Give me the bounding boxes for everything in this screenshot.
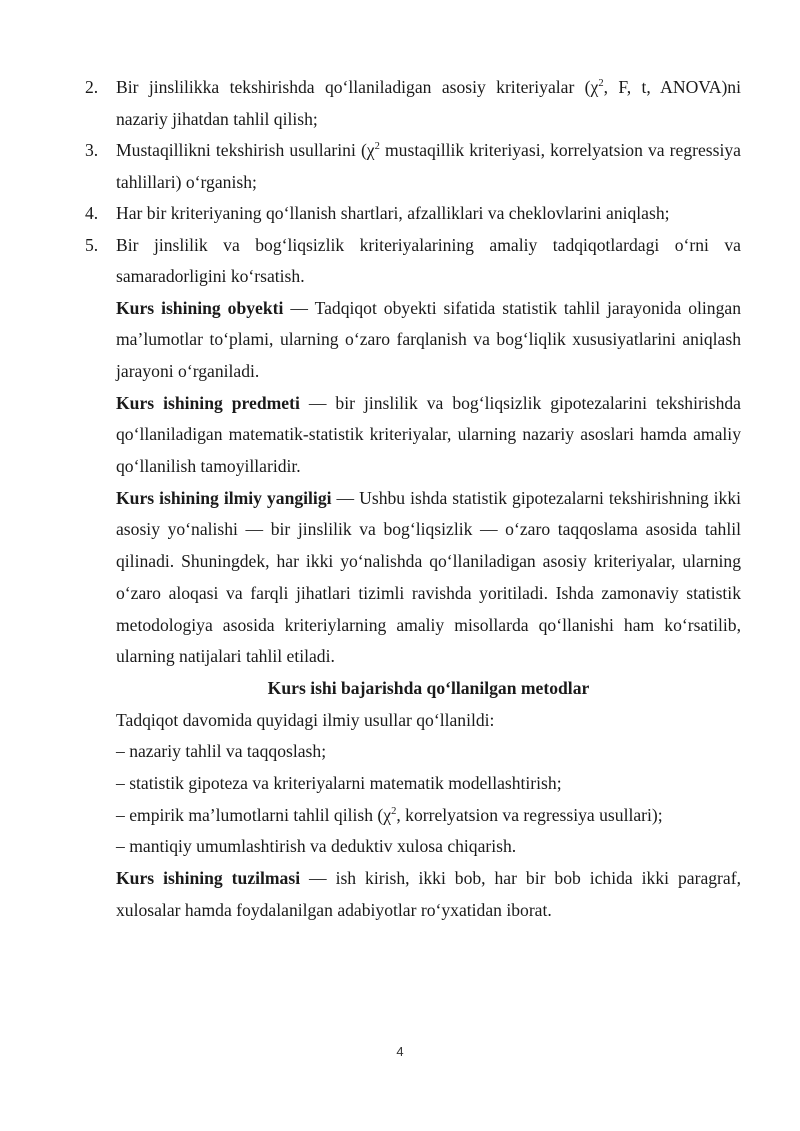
novelty-paragraph	[85, 483, 741, 673]
object-label: Kurs ishining obyekti	[116, 297, 284, 318]
list-number: 5.	[85, 234, 99, 255]
list-item	[85, 135, 741, 198]
method-text-part: , korrelyatsion va regressiya usullari);	[396, 804, 663, 825]
subject-label: Kurs ishining predmeti	[116, 392, 300, 413]
list-number: 2.	[85, 77, 99, 97]
page-number: 4	[396, 1044, 404, 1059]
list-item	[85, 230, 741, 293]
list-item	[85, 72, 741, 135]
list-text	[116, 72, 741, 135]
structure-paragraph	[85, 863, 741, 926]
superscript: 2	[598, 78, 604, 90]
list-text-part: Bir jinslilikka tekshirishda qo‘llaniladigan asosiy kriteriyalar (χ	[116, 77, 599, 97]
method-item: – statistik gipoteza va kriteriyalarni matematik modellashtirish;	[116, 773, 562, 794]
object-text: — Tadqiqot obyekti sifatida statistik tahlil jarayonida olingan ma’lumotlar to‘plami, ularning o‘zaro farqlanish va bog‘liqlik xususiyatlarini aniqlash jarayoni o‘rganiladi.	[116, 297, 742, 381]
method-text-part: – empirik ma’lumotlarni tahlil qilish (χ	[116, 804, 392, 825]
subject-paragraph	[85, 388, 741, 483]
subject-text: — bir jinslilik va bog‘liqsizlik gipotezalarini tekshirishda qo‘llaniladigan matematik-statistik kriteriyalar, ularning nazariy asoslari hamda amaliy qo‘llanilish tamoyillaridir.	[116, 392, 741, 477]
novelty-label: Kurs ishining ilmiy yangiligi	[116, 487, 332, 508]
superscript: 2	[374, 141, 380, 153]
list-item	[85, 198, 741, 230]
structure-text: — ish kirish, ikki bob, har bir bob ichida ikki paragraf, xulosalar hamda foydalanilgan adabiyotlar ro‘yxatidan iborat.	[116, 868, 741, 920]
superscript: 2	[391, 805, 397, 817]
object-paragraph	[85, 293, 741, 388]
list-text-part: mustaqillik kriteriyasi, korrelyatsion va regressiya tahlillari) o‘rganish;	[116, 140, 741, 192]
method-item: – mantiqiy umumlashtirish va deduktiv xulosa chiqarish.	[116, 836, 517, 857]
method-item: – nazariy tahlil va taqqoslash;	[116, 741, 327, 762]
list-text: Har bir kriteriyaning qo‘llanish shartlari, afzalliklari va cheklovlarini aniqlash;	[116, 203, 670, 223]
list-text-part: , F, t, ANOVA)ni nazariy jihatdan tahlil qilish;	[116, 77, 741, 129]
structure-label: Kurs ishining tuzilmasi	[116, 868, 301, 889]
list-text-part: Mustaqillikni tekshirish usullarini (χ	[116, 140, 375, 160]
list-text: Bir jinslilik va bog‘liqsizlik kriteriyalarining amaliy tadqiqotlardagi o‘rni va samaradorligini ko‘rsatish.	[116, 234, 741, 286]
methods-intro: Tadqiqot davomida quyidagi ilmiy usullar qo‘llanildi:	[116, 709, 495, 730]
novelty-text: — Ushbu ishda statistik gipotezalarni tekshirishning ikki asosiy yo‘nalishi — bir jinslilik va bog‘liqsizlik — o‘zaro taqqoslama asosida tahlil qilinadi. Shuningdek, har ikki yo‘nalishda qo‘llaniladigan asosiy kriteriyalar, ularning o‘zaro aloqasi va farqli jihatlari tizimli ravishda yoritiladi. Ishda zamonaviy statistik metodologiya asosida kriteriylarning amaliy misollarda qo‘llanishi ham ko‘rsatilib, ularning natijalari tahlil etiladi.	[116, 487, 742, 667]
methods-heading: Kurs ishi bajarishda qo‘llanilgan metodlar	[267, 677, 590, 698]
list-number: 4.	[85, 203, 99, 223]
page-body	[85, 72, 741, 927]
list-text	[116, 135, 741, 198]
method-item	[85, 800, 741, 832]
list-number: 3.	[85, 140, 99, 160]
